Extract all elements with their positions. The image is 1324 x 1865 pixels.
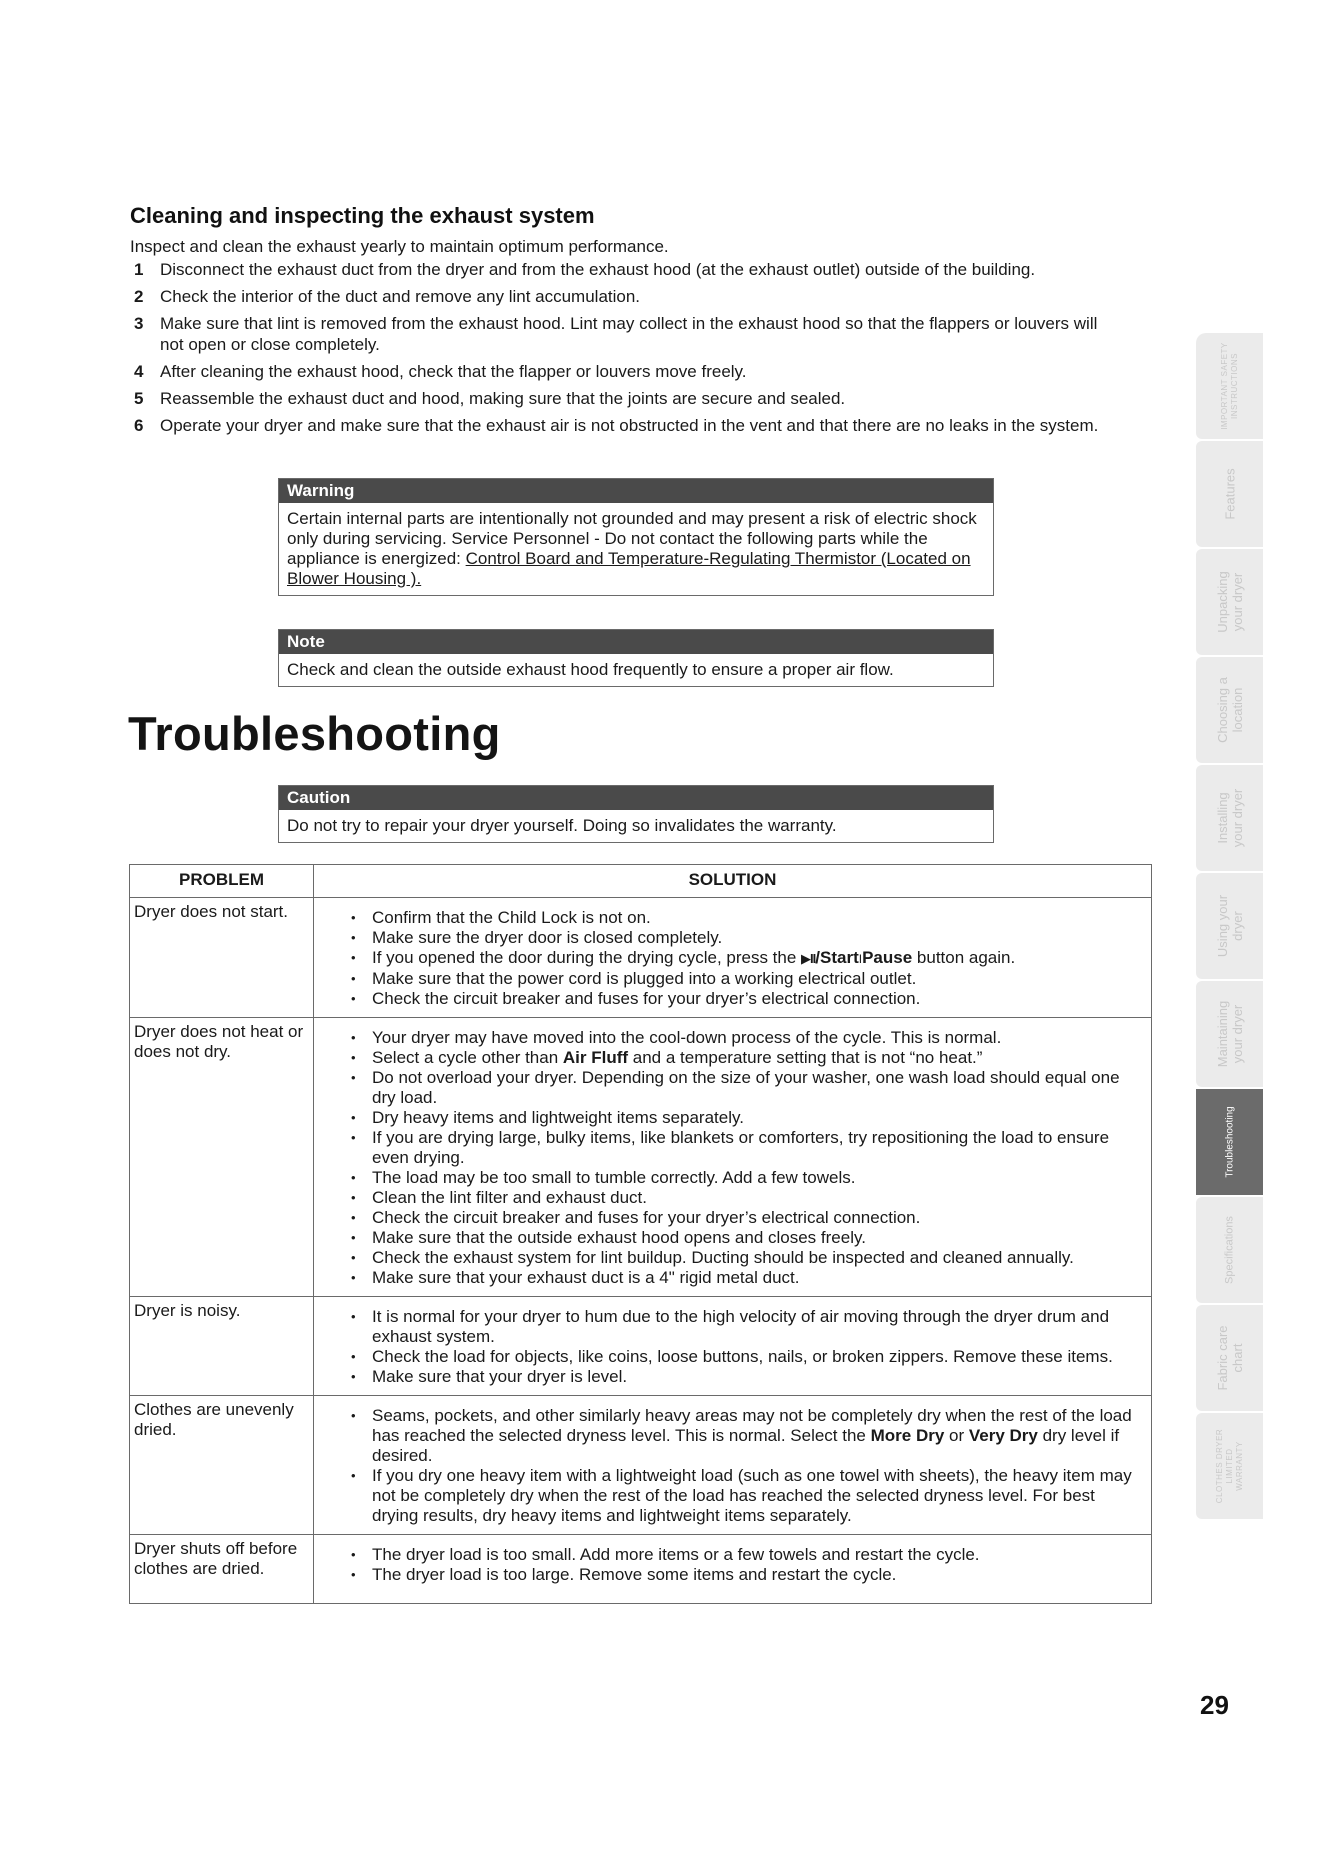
problem-cell: Clothes are unevenly dried. [130, 1396, 314, 1535]
very-dry-label: Very Dry [968, 1426, 1038, 1445]
side-tab-label: Maintaining your dryer [1214, 1000, 1245, 1068]
section-heading-exhaust: Cleaning and inspecting the exhaust system [130, 203, 595, 228]
step-item [130, 313, 1170, 355]
solution-item: • Check the circuit breaker and fuses for your dryer’s electrical connection. [344, 989, 1141, 1009]
solution-item [344, 948, 1141, 969]
caution-text: Do not try to repair your dryer yourself. Doing so invalidates the warranty. [287, 816, 837, 835]
solution-item: • Your dryer may have moved into the cool-down process of the cycle. This is normal. [344, 1028, 1141, 1048]
side-tab-maintaining[interactable] [1196, 981, 1263, 1087]
solution-item: • If you are drying large, bulky items, like blankets or comforters, try repositioning the load to ensure even drying. [344, 1128, 1141, 1168]
warning-text-main: Certain internal parts are intentionally not grounded and may present a risk of electric shock only during servicing. Service Personnel - Do not contact the following parts while the appliance is energized: [287, 509, 977, 568]
step-number: 3 [134, 314, 144, 333]
solution-item: • Clean the lint filter and exhaust duct. [344, 1188, 1141, 1208]
troubleshooting-table [129, 864, 1152, 1604]
solution-item: • The dryer load is too small. Add more items or a few towels and restart the cycle. [344, 1545, 1141, 1565]
step-item [130, 388, 1170, 409]
table-header-row [130, 865, 1152, 898]
warning-box [278, 478, 994, 596]
solution-cell [314, 898, 1152, 1018]
step-text: After cleaning the exhaust hood, check that the flapper or louvers move freely. [160, 362, 747, 381]
side-tab-specifications[interactable] [1196, 1197, 1263, 1303]
caution-label: Caution [279, 786, 993, 810]
side-tab-choosing-location[interactable] [1196, 657, 1263, 763]
side-tab-label: Features [1222, 468, 1237, 520]
solution-cell [314, 1297, 1152, 1396]
problem-cell: Dryer is noisy. [130, 1297, 314, 1396]
solution-text: Select a cycle other than [372, 1048, 563, 1067]
solution-text: dry level if desired. [372, 1426, 1120, 1465]
table-row [130, 898, 1152, 1018]
side-tab-unpacking[interactable] [1196, 549, 1263, 655]
side-tab-label: Troubleshooting [1224, 1106, 1235, 1178]
side-tab-label: CLOTHES DRYER LIMITED WARRANTY [1214, 1428, 1244, 1504]
exhaust-intro: Inspect and clean the exhaust yearly to maintain optimum performance. [130, 237, 669, 256]
step-text: Make sure that lint is removed from the exhaust hood. Lint may collect in the exhaust hood so that the flappers or louvers will not open or close completely. [160, 314, 1098, 354]
page-number: 29 [1200, 1690, 1229, 1720]
side-tab-troubleshooting[interactable] [1196, 1089, 1263, 1195]
solution-item: • Make sure that your exhaust duct is a 4" rigid metal duct. [344, 1268, 1141, 1288]
side-tab-warranty[interactable] [1196, 1413, 1263, 1519]
table-row [130, 1297, 1152, 1396]
solution-text: or [944, 1426, 969, 1445]
step-number: 4 [134, 362, 144, 381]
header-problem: PROBLEM [130, 865, 314, 898]
exhaust-steps-list [130, 259, 1170, 442]
side-tab-label: Choosing a location [1214, 677, 1245, 743]
solution-item: • The dryer load is too large. Remove some items and restart the cycle. [344, 1565, 1141, 1585]
section-side-tabs [1196, 333, 1263, 1521]
solution-item: • Check the load for objects, like coins, loose buttons, nails, or broken zippers. Remove these items. [344, 1347, 1141, 1367]
solution-cell [314, 1535, 1152, 1604]
table-row [130, 1018, 1152, 1297]
problem-cell: Dryer shuts off before clothes are dried. [130, 1535, 314, 1604]
solution-text: Seams, pockets, and other similarly heavy areas may not be completely dry when the rest of the load has reached the selected dryness level. This is normal. Select the [372, 1406, 1132, 1445]
solution-item: • Dry heavy items and lightweight items separately. [344, 1108, 1141, 1128]
start-label: Start [820, 948, 859, 967]
solution-text: button again. [912, 948, 1016, 967]
step-number: 2 [134, 287, 144, 306]
solution-text: and a temperature setting that is not “no heat.” [628, 1048, 983, 1067]
side-tab-installing[interactable] [1196, 765, 1263, 871]
warning-label: Warning [279, 479, 993, 503]
solution-item: • Check the exhaust system for lint buildup. Ducting should be inspected and cleaned annually. [344, 1248, 1141, 1268]
note-label: Note [279, 630, 993, 654]
solution-item: • Do not overload your dryer. Depending on the size of your washer, one wash load should equal one dry load. [344, 1068, 1141, 1108]
solution-cell [314, 1018, 1152, 1297]
header-solution: SOLUTION [314, 865, 1152, 898]
step-text: Check the interior of the duct and remove any lint accumulation. [160, 287, 641, 306]
note-text: Check and clean the outside exhaust hood frequently to ensure a proper air flow. [287, 660, 894, 679]
more-dry-label: More Dry [870, 1426, 945, 1445]
solution-item: • The load may be too small to tumble correctly. Add a few towels. [344, 1168, 1141, 1188]
side-tab-label: Installing your dryer [1214, 788, 1245, 848]
solution-item: • Check the circuit breaker and fuses for your dryer’s electrical connection. [344, 1208, 1141, 1228]
side-tab-label: Fabric care chart [1214, 1325, 1245, 1391]
solution-slash: / [815, 948, 821, 967]
caution-box [278, 785, 994, 843]
pause-label: Pause [862, 948, 913, 967]
problem-cell: Dryer does not heat or does not dry. [130, 1018, 314, 1297]
solution-text: If you opened the door during the drying cycle, press the [372, 948, 802, 967]
warning-parts-list: Control Board and Temperature-Regulating Thermistor (Located on Blower Housing ). [287, 549, 971, 588]
solution-item: • Make sure that the power cord is plugged into a working electrical outlet. [344, 969, 1141, 989]
problem-cell: Dryer does not start. [130, 898, 314, 1018]
step-item [130, 415, 1170, 436]
side-tab-label: IMPORTANT SAFETY INSTRUCTIONS [1219, 342, 1239, 430]
page-title: Troubleshooting [128, 707, 501, 760]
step-item [130, 361, 1170, 382]
table-row [130, 1535, 1152, 1604]
side-tab-safety[interactable] [1196, 333, 1263, 439]
solution-item: • It is normal for your dryer to hum due to the high velocity of air moving through the dryer drum and exhaust system. [344, 1307, 1141, 1347]
side-tab-label: Unpacking your dryer [1214, 571, 1245, 633]
solution-item [344, 1048, 1141, 1068]
solution-item [344, 1406, 1141, 1466]
solution-item: • Make sure that the outside exhaust hood opens and closes freely. [344, 1228, 1141, 1248]
air-fluff-label: Air Fluff [562, 1048, 629, 1067]
side-tab-label: Specifications [1223, 1216, 1235, 1284]
step-number: 5 [134, 389, 144, 408]
table-row [130, 1396, 1152, 1535]
separator-glyph: I [858, 952, 863, 966]
solution-item: • Confirm that the Child Lock is not on. [344, 908, 1141, 928]
step-text: Operate your dryer and make sure that the exhaust air is not obstructed in the vent and that there are no leaks in the system. [160, 416, 1099, 435]
solution-cell [314, 1396, 1152, 1535]
step-text: Reassemble the exhaust duct and hood, making sure that the joints are secure and sealed. [160, 389, 846, 408]
step-item [130, 259, 1170, 280]
side-tab-label: Using your dryer [1214, 894, 1245, 958]
solution-item: • If you dry one heavy item with a lightweight load (such as one towel with sheets), the heavy item may not be completely dry when the rest of the load has reached the selected dryness level. For best drying results, dry heavy items and lightweight items separately. [344, 1466, 1141, 1526]
warning-text [279, 503, 993, 595]
side-tab-features[interactable] [1196, 441, 1263, 547]
play-pause-icon: ▶II [801, 951, 816, 966]
step-item [130, 286, 1170, 307]
side-tab-fabric-care[interactable] [1196, 1305, 1263, 1411]
step-number: 1 [134, 260, 144, 279]
solution-item: • Make sure that your dryer is level. [344, 1367, 1141, 1387]
solution-item: • Make sure the dryer door is closed completely. [344, 928, 1141, 948]
step-number: 6 [134, 416, 144, 435]
note-box [278, 629, 994, 687]
side-tab-using[interactable] [1196, 873, 1263, 979]
step-text: Disconnect the exhaust duct from the dryer and from the exhaust hood (at the exhaust outlet) outside of the building. [160, 260, 1036, 279]
